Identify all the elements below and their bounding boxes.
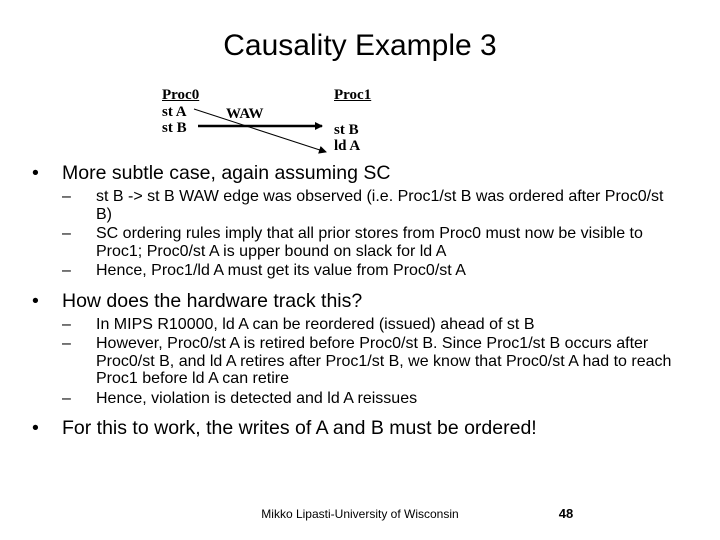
sub-bullet-text: In MIPS R10000, ld A can be reordered (issued) ahead of st B bbox=[96, 315, 535, 333]
slide-title: Causality Example 3 bbox=[223, 29, 497, 62]
bullet-text: For this to work, the writes of A and B must be ordered! bbox=[62, 417, 537, 439]
causality-diagram bbox=[158, 82, 398, 158]
sub-bullet-item bbox=[62, 262, 682, 280]
bullet-text: How does the hardware track this? bbox=[62, 289, 363, 312]
bullet-icon: • bbox=[32, 289, 39, 312]
sub-bullet-item bbox=[62, 390, 682, 408]
dash-icon: – bbox=[62, 335, 71, 352]
sub-bullet-text: SC ordering rules imply that all prior stores from Proc0 must now be visible to Proc1; Proc0/st A is upper bound on slack for ld A bbox=[96, 225, 643, 260]
bullet-icon: • bbox=[32, 162, 39, 184]
sub-bullet-item bbox=[62, 188, 682, 223]
proc1-st-b: st B bbox=[334, 122, 359, 138]
proc0-st-b: st B bbox=[162, 120, 187, 136]
sub-bullet-item bbox=[62, 225, 682, 260]
proc0-label: Proc0 bbox=[162, 87, 200, 103]
sub-bullet-text: However, Proc0/st A is retired before Proc0/st B. Since Proc1/st B occurs after Proc0/st B, and ld A retires after Proc1/st B, we know that Proc0/st A had to reach Proc1 before ld A can retire bbox=[96, 335, 672, 387]
bullet-icon: • bbox=[32, 417, 39, 439]
bullet-list bbox=[32, 162, 682, 439]
bullet-item bbox=[32, 417, 682, 439]
footer-text: Mikko Lipasti-University of Wisconsin bbox=[261, 507, 459, 521]
dash-icon: – bbox=[62, 315, 71, 333]
dash-icon: – bbox=[62, 389, 71, 407]
sub-bullet-text: Hence, violation is detected and ld A reissues bbox=[96, 389, 418, 407]
proc1-label: Proc1 bbox=[334, 87, 372, 103]
sub-bullet-item bbox=[62, 335, 682, 388]
proc0-st-a: st A bbox=[162, 104, 187, 120]
sub-bullet-text: Hence, Proc1/ld A must get its value from Proc0/st A bbox=[96, 262, 466, 279]
dash-icon: – bbox=[62, 225, 71, 242]
sub-bullet-item bbox=[62, 316, 682, 334]
dash-icon: – bbox=[62, 188, 71, 205]
bullet-text: More subtle case, again assuming SC bbox=[62, 162, 391, 184]
bullet-item bbox=[32, 162, 682, 184]
page-number: 48 bbox=[558, 506, 574, 521]
sub-bullet-list bbox=[62, 316, 682, 408]
dash-icon: – bbox=[62, 262, 71, 279]
waw-label: WAW bbox=[226, 106, 264, 122]
proc1-ld-a: ld A bbox=[334, 138, 361, 154]
sub-bullet-text: st B -> st B WAW edge was observed (i.e. Proc1/st B was ordered after Proc0/st B) bbox=[96, 188, 664, 223]
bullet-item bbox=[32, 290, 682, 312]
sub-bullet-list bbox=[62, 188, 682, 280]
